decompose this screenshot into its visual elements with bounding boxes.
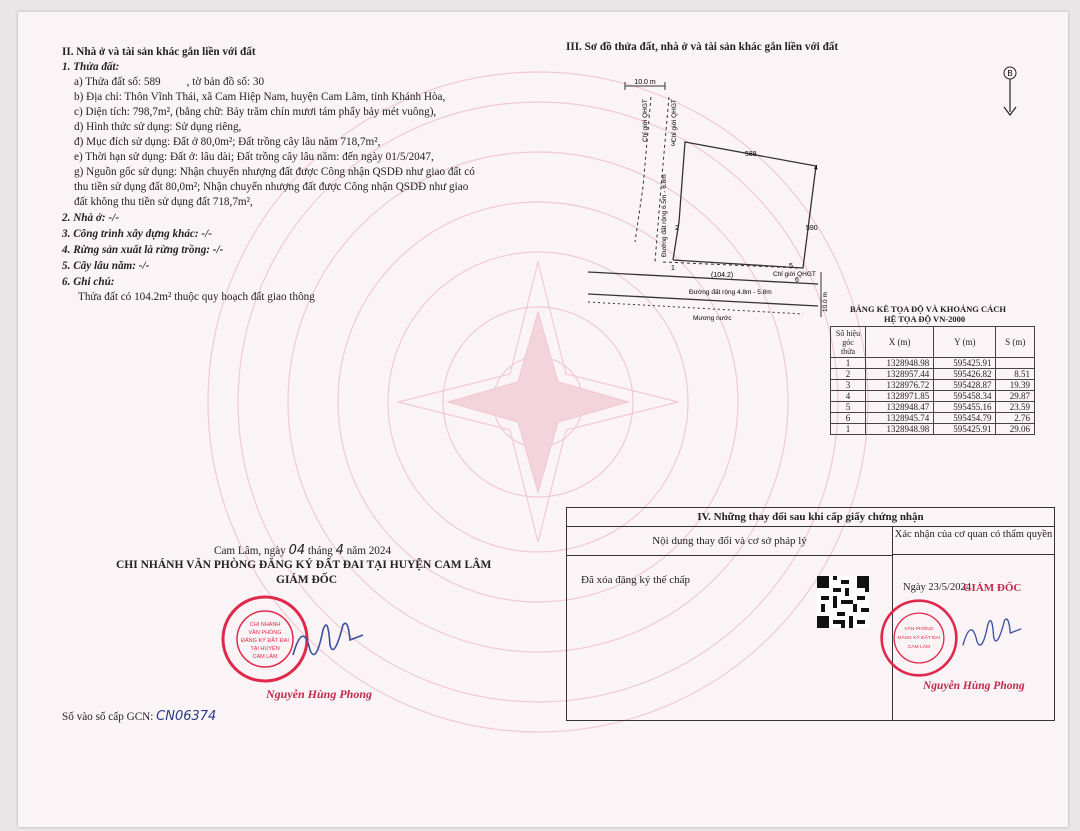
construction-line: 3. Công trình xây dựng khác: -/- bbox=[62, 228, 212, 240]
svg-text:ĐĂNG KÝ ĐẤT ĐAI: ĐĂNG KÝ ĐẤT ĐAI bbox=[241, 638, 289, 644]
coords-y: 595458.34 bbox=[934, 391, 996, 402]
change-position: GIÁM ĐỐC bbox=[963, 582, 1022, 594]
svg-text:Chỉ giới QHGT: Chỉ giới QHGT bbox=[642, 99, 649, 142]
change-entry: Đã xóa đăng ký thế chấp bbox=[581, 574, 691, 586]
svg-text:Mương nước: Mương nước bbox=[693, 315, 732, 322]
coords-x: 1328945.74 bbox=[866, 413, 934, 424]
origin-line-2: thu tiền sử dụng đất 80,0m²; Nhận chuyển nhượng đất được Công nhận QSDĐ như giao bbox=[74, 181, 469, 193]
section-ii-title: II. Nhà ở và tài sản khác gắn liền với đất bbox=[62, 46, 256, 58]
coords-point: 5 bbox=[831, 402, 866, 413]
svg-text:Chỉ giới QHGT: Chỉ giới QHGT bbox=[773, 271, 816, 278]
changes-col1-header: Nội dung thay đổi và cơ sở pháp lý bbox=[567, 527, 892, 556]
coords-y: 595426.82 bbox=[934, 369, 996, 380]
coords-x: 1328957.44 bbox=[866, 369, 934, 380]
qr-code-icon bbox=[817, 576, 869, 628]
origin-line-3: đất không thu tiền sử dụng đất 718,7m², bbox=[74, 196, 253, 208]
forest-line: 4. Rừng sản xuất là rừng trồng: -/- bbox=[62, 244, 224, 256]
usage-term-line: e) Thời hạn sử dụng: Đất ở: lâu dài; Đất trồng cây lâu năm: đến ngày 01/5/2047, bbox=[74, 151, 434, 163]
coords-header-x: X (m) bbox=[866, 327, 934, 358]
coords-point: 3 bbox=[831, 380, 866, 391]
section-iii-title: III. Sơ đồ thửa đất, nhà ở và tài sản khác gắn liền với đất bbox=[566, 41, 839, 53]
svg-text:10.0 m: 10.0 m bbox=[822, 292, 829, 312]
coords-y: 595425.91 bbox=[934, 358, 996, 369]
coords-row bbox=[831, 413, 1035, 424]
coords-point: 1 bbox=[831, 424, 866, 435]
coords-header-y: Y (m) bbox=[934, 327, 996, 358]
usage-form-line: d) Hình thức sử dụng: Sử dụng riêng, bbox=[74, 121, 242, 133]
coords-point: 4 bbox=[831, 391, 866, 402]
coords-x: 1328948.47 bbox=[866, 402, 934, 413]
house-line: 2. Nhà ở: -/- bbox=[62, 212, 119, 224]
note-text: Thửa đất có 104.2m² thuộc quy hoạch đất giao thông bbox=[78, 291, 315, 303]
coords-point: 1 bbox=[831, 358, 866, 369]
changes-title: IV. Những thay đổi sau khi cấp giấy chứng nhận bbox=[567, 508, 1054, 527]
coords-point: 2 bbox=[831, 369, 866, 380]
change-signature bbox=[957, 608, 1027, 658]
point-1: 1 bbox=[671, 265, 675, 272]
coords-y: 595425.91 bbox=[934, 424, 996, 435]
coords-x: 1328971.85 bbox=[866, 391, 934, 402]
point-2: 2 bbox=[675, 225, 679, 232]
address-line: b) Địa chỉ: Thôn Vĩnh Thái, xã Cam Hiệp Nam, huyện Cam Lâm, tỉnh Khánh Hòa, bbox=[74, 91, 446, 103]
parcel-588-label: 588 bbox=[745, 151, 757, 158]
coords-row bbox=[831, 402, 1035, 413]
parcel-diagram bbox=[563, 72, 833, 322]
map-sheet-number: 30 bbox=[252, 76, 265, 88]
coords-x: 1328976.72 bbox=[866, 380, 934, 391]
parcel-590-label: 590 bbox=[806, 225, 818, 232]
parcel-number: 589 bbox=[143, 76, 161, 88]
point-5: 5 bbox=[789, 263, 793, 270]
gcn-number: Số vào sổ cấp GCN: CN06374 bbox=[62, 709, 217, 724]
coords-row bbox=[831, 424, 1035, 435]
svg-text:B: B bbox=[1007, 69, 1013, 78]
coords-x: 1328948.98 bbox=[866, 424, 934, 435]
director-signature bbox=[288, 610, 368, 670]
coords-row bbox=[831, 358, 1035, 369]
change-stamp bbox=[879, 598, 959, 678]
point-4: 4 bbox=[814, 165, 818, 172]
svg-text:Đường đất rộng 4.8m - 5.8m: Đường đất rộng 4.8m - 5.8m bbox=[689, 289, 772, 296]
point-6: 6 bbox=[795, 277, 799, 284]
point-3: 3 bbox=[671, 141, 675, 148]
change-signer: Nguyễn Hùng Phong bbox=[923, 680, 1025, 692]
svg-text:VĂN PHÒNG: VĂN PHÒNG bbox=[904, 627, 934, 632]
svg-text:CHI NHÁNH: CHI NHÁNH bbox=[249, 622, 281, 628]
svg-text:Chỉ giới QHGT: Chỉ giới QHGT bbox=[671, 99, 678, 142]
svg-text:CAM LÂM: CAM LÂM bbox=[252, 654, 278, 660]
svg-text:VĂN PHÒNG: VĂN PHÒNG bbox=[248, 630, 282, 636]
coords-s bbox=[996, 358, 1035, 369]
coords-title-1: BẢNG KÊ TỌA ĐỘ VÀ KHOẢNG CÁCH bbox=[850, 304, 1007, 314]
coords-header-point: Số hiệu góc thửa bbox=[831, 327, 866, 358]
area-line: c) Diện tích: 798,7m², (bằng chữ: Bảy trăm chín mươi tám phẩy bảy mét vuông), bbox=[74, 106, 437, 118]
issue-date: Cam Lâm, ngày 04 tháng 4 năm 2024 bbox=[214, 543, 392, 558]
origin-line-1: g) Nguồn gốc sử dụng: Nhận chuyển nhượng đất được Công nhận QSDĐ như giao đất có bbox=[74, 166, 475, 178]
coords-row bbox=[831, 380, 1035, 391]
signer-name: Nguyễn Hùng Phong bbox=[266, 687, 373, 701]
change-date: Ngày 23/5/2024 bbox=[903, 582, 971, 593]
svg-text:TẠI HUYỆN: TẠI HUYỆN bbox=[250, 646, 280, 652]
issuing-office: CHI NHÁNH VĂN PHÒNG ĐĂNG KÝ ĐẤT ĐAI TẠI HUYỆN CAM LÂM bbox=[116, 559, 492, 571]
coords-point: 6 bbox=[831, 413, 866, 424]
parcel-area-label: (104.2) bbox=[711, 272, 734, 279]
coords-s: 19.39 bbox=[996, 380, 1035, 391]
parcel-number-line: a) Thửa đất số: 589 , tờ bản đồ số: 30 bbox=[74, 76, 265, 88]
changes-col2-header: Xác nhận của cơ quan có thẩm quyền bbox=[893, 527, 1054, 555]
coords-s: 8.51 bbox=[996, 369, 1035, 380]
director-title: GIÁM ĐỐC bbox=[276, 574, 338, 586]
coords-row bbox=[831, 391, 1035, 402]
coords-table bbox=[830, 326, 1035, 435]
svg-text:Đường đất rộng 6.5m - 6.8m: Đường đất rộng 6.5m - 6.8m bbox=[661, 174, 668, 257]
north-arrow-icon bbox=[998, 57, 1022, 117]
note-title: 6. Ghi chú: bbox=[62, 276, 115, 288]
certificate-page bbox=[18, 12, 1068, 827]
coords-y: 595428.87 bbox=[934, 380, 996, 391]
coords-title-2: HỆ TỌA ĐỘ VN-2000 bbox=[884, 314, 966, 324]
coords-row bbox=[831, 369, 1035, 380]
coords-header-s: S (m) bbox=[996, 327, 1035, 358]
coords-s: 23.59 bbox=[996, 402, 1035, 413]
coords-y: 595454.79 bbox=[934, 413, 996, 424]
svg-text:ĐĂNG KÝ ĐẤT ĐAI: ĐĂNG KÝ ĐẤT ĐAI bbox=[897, 635, 941, 641]
perennial-line: 5. Cây lâu năm: -/- bbox=[62, 260, 150, 272]
item1-title: 1. Thửa đất: bbox=[62, 61, 120, 73]
coords-s: 29.87 bbox=[996, 391, 1035, 402]
coords-x: 1328948.98 bbox=[866, 358, 934, 369]
coords-s: 29.06 bbox=[996, 424, 1035, 435]
usage-purpose-line: đ) Mục đích sử dụng: Đất ở 80,0m²; Đất trồng cây lâu năm 718,7m², bbox=[74, 136, 381, 148]
coords-y: 595455.16 bbox=[934, 402, 996, 413]
svg-text:10.0 m: 10.0 m bbox=[634, 79, 656, 86]
changes-box bbox=[566, 507, 1055, 721]
coords-s: 2.76 bbox=[996, 413, 1035, 424]
svg-text:CAM LÂM: CAM LÂM bbox=[907, 644, 931, 650]
